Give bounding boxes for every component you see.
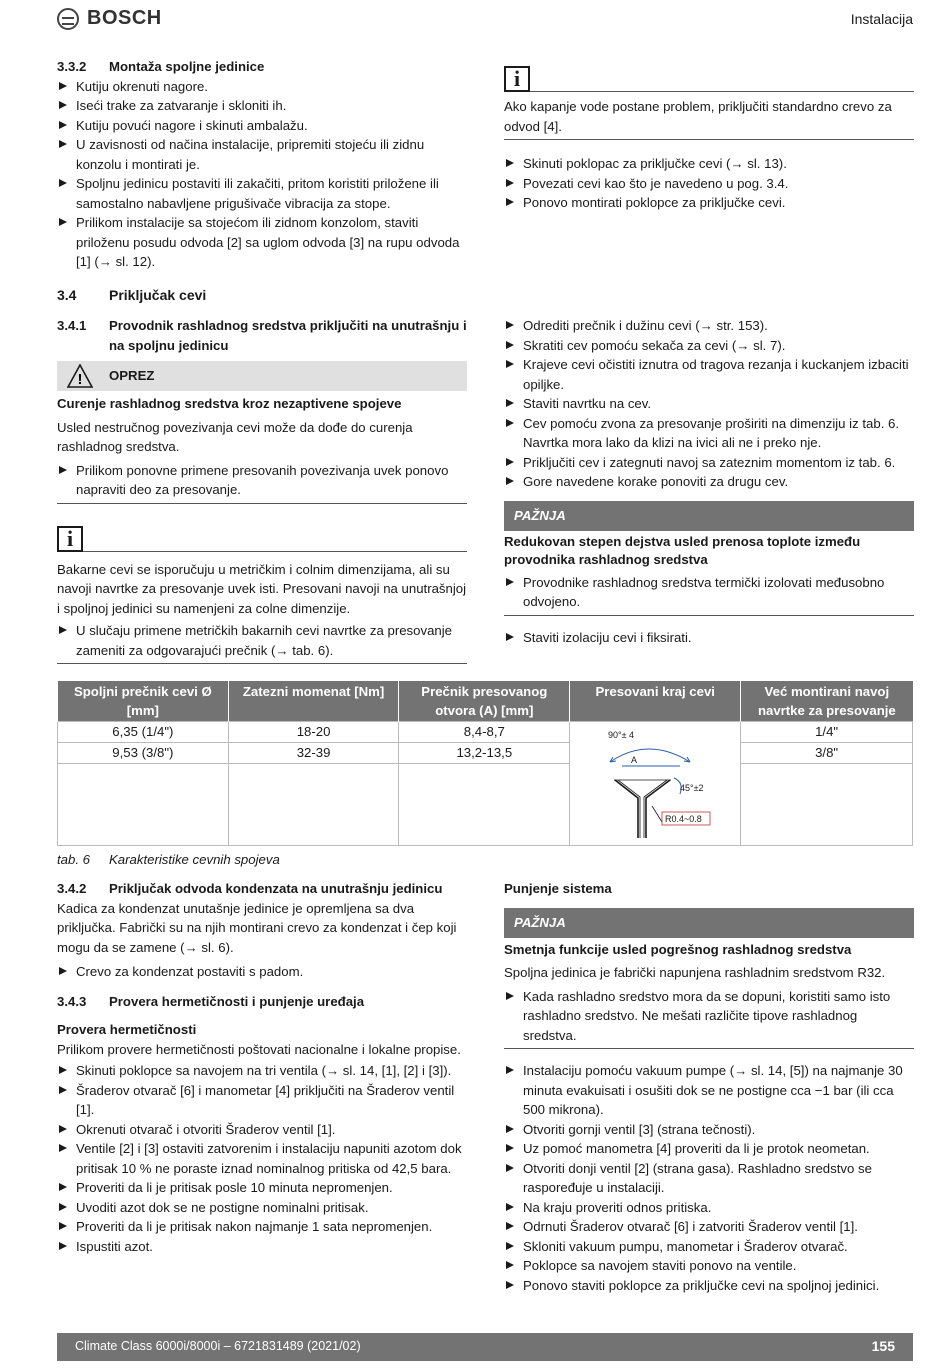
brand-logo [57, 8, 162, 30]
table-cell: 1/4" [741, 722, 913, 743]
table-row [58, 722, 913, 743]
caution-bar [57, 361, 467, 391]
section-title: Instalacija [850, 11, 913, 27]
section-342-list [57, 962, 467, 982]
list-item: Proveriti da li je pritisak posle 10 minuta nepromenjen. [57, 1178, 467, 1198]
page-footer [57, 1333, 913, 1361]
list-item: Crevo za kondenzat postaviti s padom. [57, 962, 467, 982]
section-341 [57, 316, 467, 664]
angle-label: 90°± 4 [608, 730, 635, 740]
flare-diagram [570, 722, 740, 844]
section-342-text: Kadica za kondenzat unutašnje jedinice je opremljena sa dva priključka. Fabrički su na njih montirani crevo za kondenzat i čep koji mogu da se zamene (→ sl. 6). [57, 900, 457, 955]
section-343-heading: 3.4.3 Provera hermetičnosti i punjenje uređaja [57, 993, 365, 1009]
brand-name: BOSCH [87, 7, 162, 30]
list-item: Instalaciju pomoću vakuum pumpe (→ sl. 14, [5]) na najmanje 30 minuta evakuisati i osušiti dok se ne postigne cca −1 bar (ili cca 500 mikrona). [504, 1061, 914, 1120]
info-icon: i [57, 526, 83, 552]
table-cell: 8,4-8,7 [399, 722, 570, 743]
section-342-heading: 3.4.2 Priključak odvoda kondenzata na unutrašnju jedinicu [57, 881, 443, 896]
after-list [504, 628, 914, 648]
section-332-heading: 3.3.2 Montaža spoljne jedinice [57, 59, 265, 74]
list-item: Prilikom instalacije sa stojećom ili zidnom konzolom, staviti priloženu posudu odvoda [2] sa uglom odvoda [3] na rupu odvoda [1] (→ sl. 12). [57, 213, 467, 272]
steps-list [504, 316, 914, 492]
list-item: Otvoriti donji ventil [2] (strana gasa). Rashladno sredstvo se raspoređuje u instalaciji. [504, 1159, 914, 1198]
flare-diagram-cell [570, 722, 741, 846]
info-icon: i [504, 66, 530, 92]
list-item: Skratiti cev pomoću sekača za cevi (→ sl. 7). [504, 336, 914, 356]
table-caption [57, 850, 280, 870]
caption-number: tab. 6 [57, 852, 90, 867]
list-item: Staviti navrtku na cev. [504, 394, 914, 414]
notice-bar [504, 501, 914, 531]
caption-text: Karakteristike cevnih spojeva [109, 852, 280, 867]
info-list [57, 621, 467, 660]
section-341-heading: 3.4.1 Provodnik rashladnog sredstva priključiti na unutrašnju i na spoljnu jedinicu [57, 318, 467, 353]
section-343-text: Prilikom provere hermetičnosti poštovati nacionalne i lokalne propise. [57, 1041, 461, 1057]
info-text: Bakarne cevi se isporučuju u metričkim i colnim dimenzijama, ali su navoji navrtke za presovanje uvek isti. Presovani navoji na unutrašnjoj i spoljnoj jedinici su namenjeni za colne dimenzije. [57, 561, 467, 616]
charging-heading: Punjenje sistema [504, 881, 612, 896]
angle2-label: 45°±2 [680, 783, 704, 793]
notice-title: Smetnja funkcije usled pogrešnog rashladnog sredstva [504, 941, 852, 957]
table-cell: 9,53 (3/8") [58, 743, 229, 764]
list-item: Uvoditi azot dok se ne postigne nominalni pritisak. [57, 1198, 467, 1218]
info-drain-list [504, 154, 914, 213]
caution-text: Usled nestručnog povezivanja cevi može da dođe do curenja rashladnog sredstva. [57, 419, 413, 454]
table-cell: 13,2-13,5 [399, 743, 570, 764]
notice-list [504, 573, 914, 612]
list-item: Kada rashladno sredstvo mora da se dopuni, koristiti samo isto rashladno sredstvo. Ne mešati različite tipove rashladnog sredstva. [504, 987, 914, 1046]
list-item: Proveriti da li je pritisak nakon najmanje 1 sata nepromenjen. [57, 1217, 467, 1237]
list-item: Iseći trake za zatvaranje i skloniti ih. [57, 96, 467, 116]
caution-list [57, 461, 467, 500]
list-item: Ponovo montirati poklopce za priključke cevi. [504, 193, 914, 213]
notice-title: Redukovan stepen dejstva usled prenosa toplote između provodnika rashladnog sredstva [504, 533, 861, 567]
list-item: Provodnike rashladnog sredstva termički izolovati međusobno odvojeno. [504, 573, 914, 612]
bosch-armature-icon [57, 8, 79, 30]
column-header: Presovani kraj cevi [570, 681, 741, 722]
list-item: Poklopce sa navojem staviti ponovo na ventile. [504, 1256, 914, 1276]
list-item: Prilikom ponovne primene presovanih povezivanja uvek ponovo napraviti deo za presovanje. [57, 461, 467, 500]
section-342 [57, 879, 467, 1256]
list-item: Spoljnu jedinicu postaviti ili zakačiti, pritom koristiti priložene ili samostalno nabavljene prigušivače vibracija za stope. [57, 174, 467, 213]
list-item: Krajeve cevi očistiti iznutra od tragova rezanja i kuckanjem izbaciti opiljke. [504, 355, 914, 394]
list-item: Okrenuti otvarač i otvoriti Šraderov ventil [1]. [57, 1120, 467, 1140]
notice-label: PAŽNJA [514, 507, 566, 523]
section-341-steps [504, 316, 914, 647]
list-item: Šraderov otvarač [6] i manometar [4] priključiti na Šraderov ventil [1]. [57, 1081, 467, 1120]
table-cell: 32-39 [228, 743, 399, 764]
section-332 [57, 57, 467, 272]
list-item: U slučaju primene metričkih bakarnih cevi navrtke za presovanje zameniti za odgovarajući prečnik (→ tab. 6). [57, 621, 467, 660]
section-charging [504, 879, 914, 1295]
list-item: Povezati cevi kao što je navedeno u pog. 3.4. [504, 174, 914, 194]
notice-bar [504, 908, 914, 938]
list-item: Skinuti poklopac za priključke cevi (→ sl. 13). [504, 154, 914, 174]
info-drain [504, 66, 914, 213]
section-34-heading: 3.4 Priključak cevi [57, 287, 207, 303]
list-item: Staviti izolaciju cevi i fiksirati. [504, 628, 914, 648]
section-343-list [57, 1061, 467, 1256]
list-item: Ponovo staviti poklopce za priključke cevi na spoljnoj jedinici. [504, 1276, 914, 1296]
list-item: Kutiju okrenuti nagore. [57, 77, 467, 97]
connection-table [57, 681, 913, 846]
column-header: Zatezni momenat [Nm] [228, 681, 399, 722]
column-header: Spoljni prečnik cevi Ø [mm] [58, 681, 229, 722]
caution-title: Curenje rashladnog sredstva kroz nezaptivene spojeve [57, 396, 402, 411]
list-item: Uz pomoć manometra [4] proveriti da li je protok neometan. [504, 1139, 914, 1159]
charging-list [504, 1061, 914, 1295]
table-cell: 18-20 [228, 722, 399, 743]
list-item: Skloniti vakuum pumpu, manometar i Šraderov otvarač. [504, 1237, 914, 1257]
list-item: Cev pomoću zvona za presovanje proširiti na dimenziju iz tab. 6. Navrtka mora lako da klizi na ivici ali ne i preko nje. [504, 414, 914, 453]
table-header-row [58, 681, 913, 722]
list-item: Skinuti poklopce sa navojem na tri ventila (→ sl. 14, [1], [2] i [3]). [57, 1061, 467, 1081]
notice-label: PAŽNJA [514, 914, 566, 930]
list-item: Odrnuti Šraderov otvarač [6] i zatvoriti Šraderov ventil [1]. [504, 1217, 914, 1237]
a-label: A [631, 755, 638, 765]
svg-text:!: ! [77, 371, 83, 388]
list-item: Priključiti cev i zategnuti navoj sa zateznim momentom iz tab. 6. [504, 453, 914, 473]
list-item: Ventile [2] i [3] ostaviti zatvorenim i instalaciju napuniti azotom dok pritisak 10 % ne poraste iznad nominalnog pritiska od 42,5 bara. [57, 1139, 467, 1178]
table-cell: 6,35 (1/4") [58, 722, 229, 743]
radius-label: R0.4~0.8 [665, 814, 702, 824]
info-text: Ako kapanje vode postane problem, priključiti standardno crevo za odvod [4]. [504, 99, 892, 134]
section-343-subheading: Provera hermetičnosti [57, 1022, 197, 1037]
list-item: Odrediti prečnik i dužinu cevi (→ str. 153). [504, 316, 914, 336]
section-332-list [57, 77, 467, 272]
list-item: Na kraju proveriti odnos pritiska. [504, 1198, 914, 1218]
table-row [58, 743, 913, 764]
column-header: Već montirani navoj navrtke za presovanje [741, 681, 913, 722]
list-item: Otvoriti gornji ventil [3] (strana tečnosti). [504, 1120, 914, 1140]
notice-list [504, 987, 914, 1046]
page-number: 155 [871, 1338, 895, 1355]
notice-text: Spoljna jedinica je fabrički napunjena rashladnim sredstvom R32. [504, 965, 886, 980]
caution-label: OPREZ [109, 368, 155, 384]
column-header: Prečnik presovanog otvora (A) [mm] [399, 681, 570, 722]
warning-triangle-icon [67, 364, 93, 388]
footer-document: Climate Class 6000i/8000i – 6721831489 (2021/02) [75, 1339, 361, 1354]
table-row [58, 764, 913, 846]
list-item: Gore navedene korake ponoviti za drugu cev. [504, 472, 914, 492]
list-item: U zavisnosti od načina instalacije, pripremiti stojeću ili zidnu konzolu i montirati je. [57, 135, 467, 174]
list-item: Kutiju povući nagore i skinuti ambalažu. [57, 116, 467, 136]
list-item: Ispustiti azot. [57, 1237, 467, 1257]
table-cell: 3/8" [741, 743, 913, 764]
